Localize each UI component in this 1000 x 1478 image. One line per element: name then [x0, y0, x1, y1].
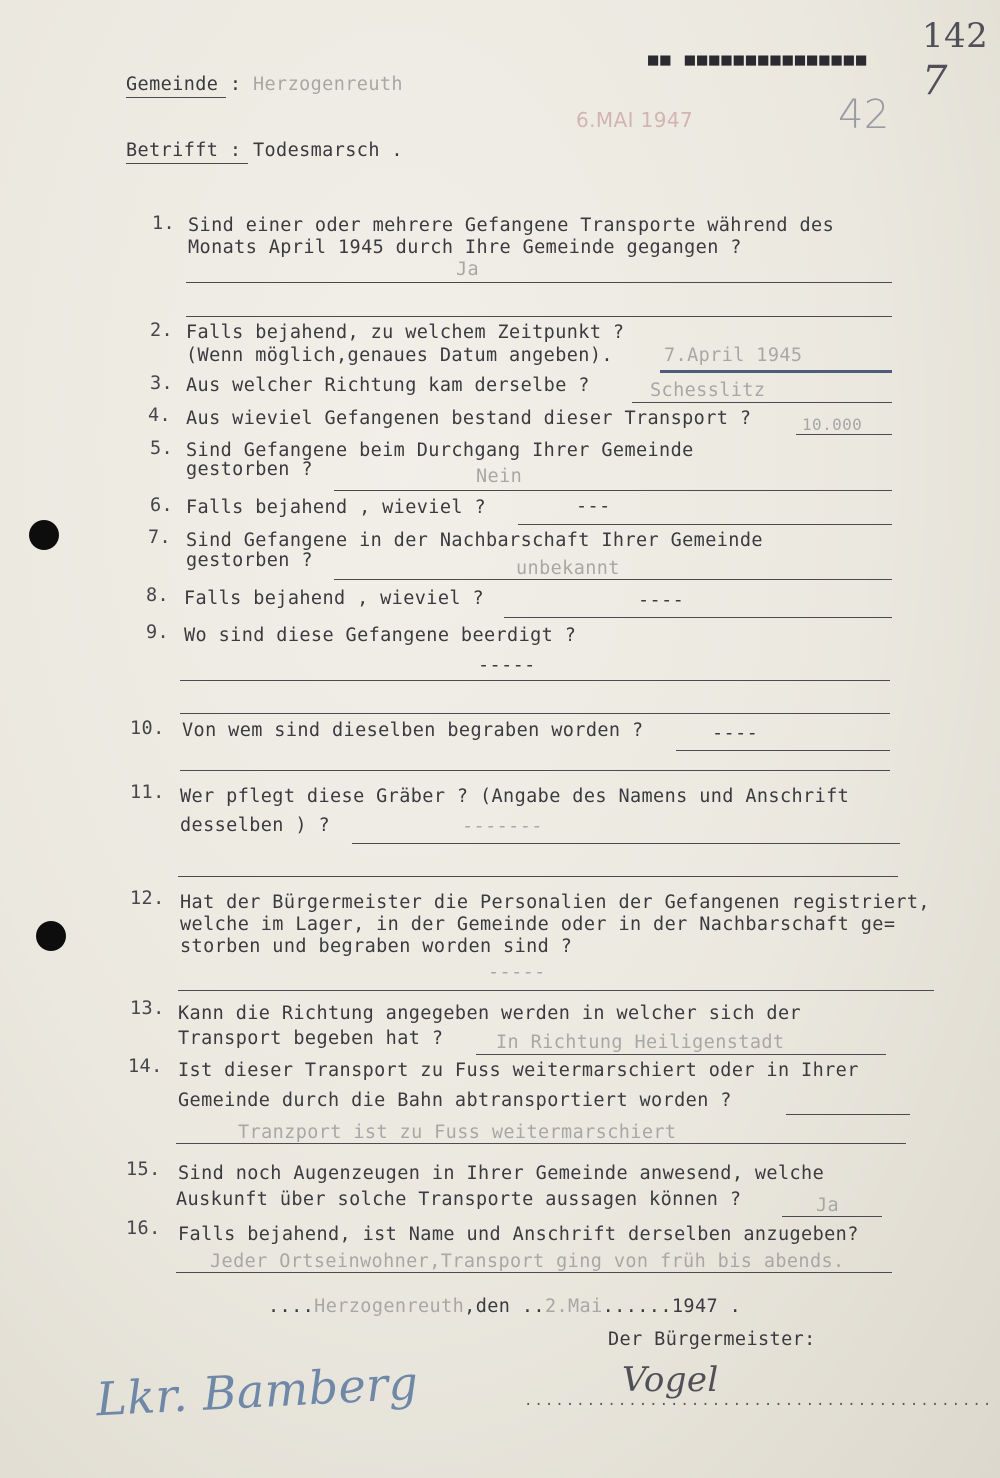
- question-text: Falls bejahend, ist Name und Anschrift derselben anzugeben?: [178, 1224, 859, 1245]
- question-text: desselben ) ?: [180, 815, 330, 836]
- question-number: 5.: [150, 438, 174, 459]
- question-number: 9.: [146, 622, 170, 643]
- date-stamp: 6.MAI 1947: [576, 108, 694, 132]
- question-text: Ist dieser Transport zu Fuss weitermarschiert oder in Ihrer: [178, 1060, 859, 1081]
- question-number: 14.: [128, 1056, 163, 1077]
- archive-subnumber: 7: [922, 58, 948, 104]
- question-text: Wo sind diese Gefangene beerdigt ?: [184, 625, 577, 646]
- question-number: 4.: [148, 405, 172, 426]
- question-text: Falls bejahend, zu welchem Zeitpunkt ?: [186, 322, 625, 343]
- answer-value: unbekannt: [516, 558, 620, 579]
- question-text: Hat der Bürgermeister die Personalien der Gefangenen registriert,: [180, 892, 930, 913]
- gemeinde-separator: :: [229, 74, 242, 95]
- question-text: Sind Gefangene in der Nachbarschaft Ihrer Gemeinde: [186, 530, 763, 551]
- answer-value: Jeder Ortseinwohner,Transport ging von früh bis abends.: [210, 1251, 845, 1272]
- gemeinde-label: Gemeinde: [126, 74, 219, 95]
- den-label: ,den: [464, 1296, 511, 1317]
- question-number: 16.: [126, 1218, 161, 1239]
- question-text: Aus welcher Richtung kam derselbe ?: [186, 375, 590, 396]
- betrifft-label: Betrifft: [126, 140, 219, 161]
- question-text: Aus wieviel Gefangenen bestand dieser Transport ?: [186, 408, 752, 429]
- question-number: 1.: [152, 213, 176, 234]
- year-value: 1947 .: [671, 1296, 742, 1317]
- question-text: storben und begraben worden sind ?: [180, 936, 573, 957]
- question-text: gestorben ?: [186, 459, 313, 480]
- betrifft-separator: :: [229, 140, 242, 161]
- answer-value: -----: [488, 962, 546, 983]
- gemeinde-value: Herzogenreuth: [252, 74, 403, 95]
- punch-hole-upper: [29, 520, 59, 550]
- betrifft-row: [126, 140, 403, 161]
- question-number: 13.: [130, 998, 165, 1019]
- question-text: Falls bejahend , wieviel ?: [186, 497, 486, 518]
- question-text: Gemeinde durch die Bahn abtransportiert worden ?: [178, 1090, 732, 1111]
- question-number: 15.: [126, 1159, 161, 1180]
- betrifft-value: Todesmarsch .: [252, 140, 403, 161]
- question-text: Sind Gefangene beim Durchgang Ihrer Gemeinde: [186, 440, 694, 461]
- place-value: Herzogenreuth: [314, 1296, 465, 1317]
- answer-value: ----: [712, 723, 759, 744]
- handwritten-note: Lkr. Bamberg: [94, 1355, 420, 1427]
- pencil-number: 42: [838, 92, 890, 138]
- question-number: 8.: [146, 585, 170, 606]
- question-text: Wer pflegt diese Gräber ? (Angabe des Namens und Anschrift: [180, 786, 850, 807]
- answer-value: In Richtung Heiligenstadt: [496, 1032, 785, 1053]
- signatory-title: Der Bürgermeister:: [608, 1329, 816, 1350]
- answer-value: Ja: [456, 259, 480, 280]
- answer-value: 7.April 1945: [664, 345, 803, 366]
- punch-hole-lower: [36, 921, 66, 951]
- signature-dotted-line: .............................................: [524, 1393, 994, 1409]
- answer-value: -------: [462, 816, 543, 837]
- date-value: 2.Mai: [544, 1296, 603, 1317]
- question-text: Sind noch Augenzeugen in Ihrer Gemeinde anwesend, welche: [178, 1163, 825, 1184]
- question-number: 7.: [148, 527, 172, 548]
- question-text: Transport begeben hat ?: [178, 1028, 444, 1049]
- question-text: Kann die Richtung angegeben werden in welcher sich der: [178, 1003, 802, 1024]
- question-number: 2.: [150, 320, 174, 341]
- answer-value: Ja: [816, 1195, 840, 1216]
- answer-value: ----: [638, 590, 685, 611]
- question-number: 12.: [130, 888, 165, 909]
- place-date-line: ....Herzogenreuth,den ..2.Mai......1947 .: [268, 1296, 742, 1317]
- signature: Vogel: [622, 1360, 719, 1400]
- question-text: Falls bejahend , wieviel ?: [184, 588, 484, 609]
- question-text: Sind einer oder mehrere Gefangene Transporte während des: [188, 215, 835, 236]
- answer-value: Schesslitz: [650, 380, 766, 401]
- question-text: Von wem sind dieselben begraben worden ?: [182, 720, 644, 741]
- archive-number: 142: [922, 16, 989, 56]
- archive-stamp: ■■ ■■■■■■■■■■■■■■■: [648, 50, 869, 70]
- answer-value: -----: [478, 655, 536, 676]
- question-number: 3.: [150, 373, 174, 394]
- question-number: 6.: [150, 495, 174, 516]
- question-text: gestorben ?: [186, 550, 313, 571]
- question-text: (Wenn möglich,genaues Datum angeben).: [186, 345, 613, 366]
- question-number: 11.: [130, 782, 165, 803]
- answer-value: Nein: [476, 466, 523, 487]
- answer-value: 10.000: [802, 415, 863, 434]
- question-text: Monats April 1945 durch Ihre Gemeinde gegangen ?: [188, 237, 742, 258]
- answer-value: Tranzport ist zu Fuss weitermarschiert: [238, 1122, 677, 1143]
- question-text: Auskunft über solche Transporte aussagen können ?: [176, 1189, 742, 1210]
- answer-value: ---: [576, 496, 611, 517]
- gemeinde-row: [126, 74, 403, 95]
- question-text: welche im Lager, in der Gemeinde oder in der Nachbarschaft ge=: [180, 914, 896, 935]
- question-number: 10.: [130, 718, 165, 739]
